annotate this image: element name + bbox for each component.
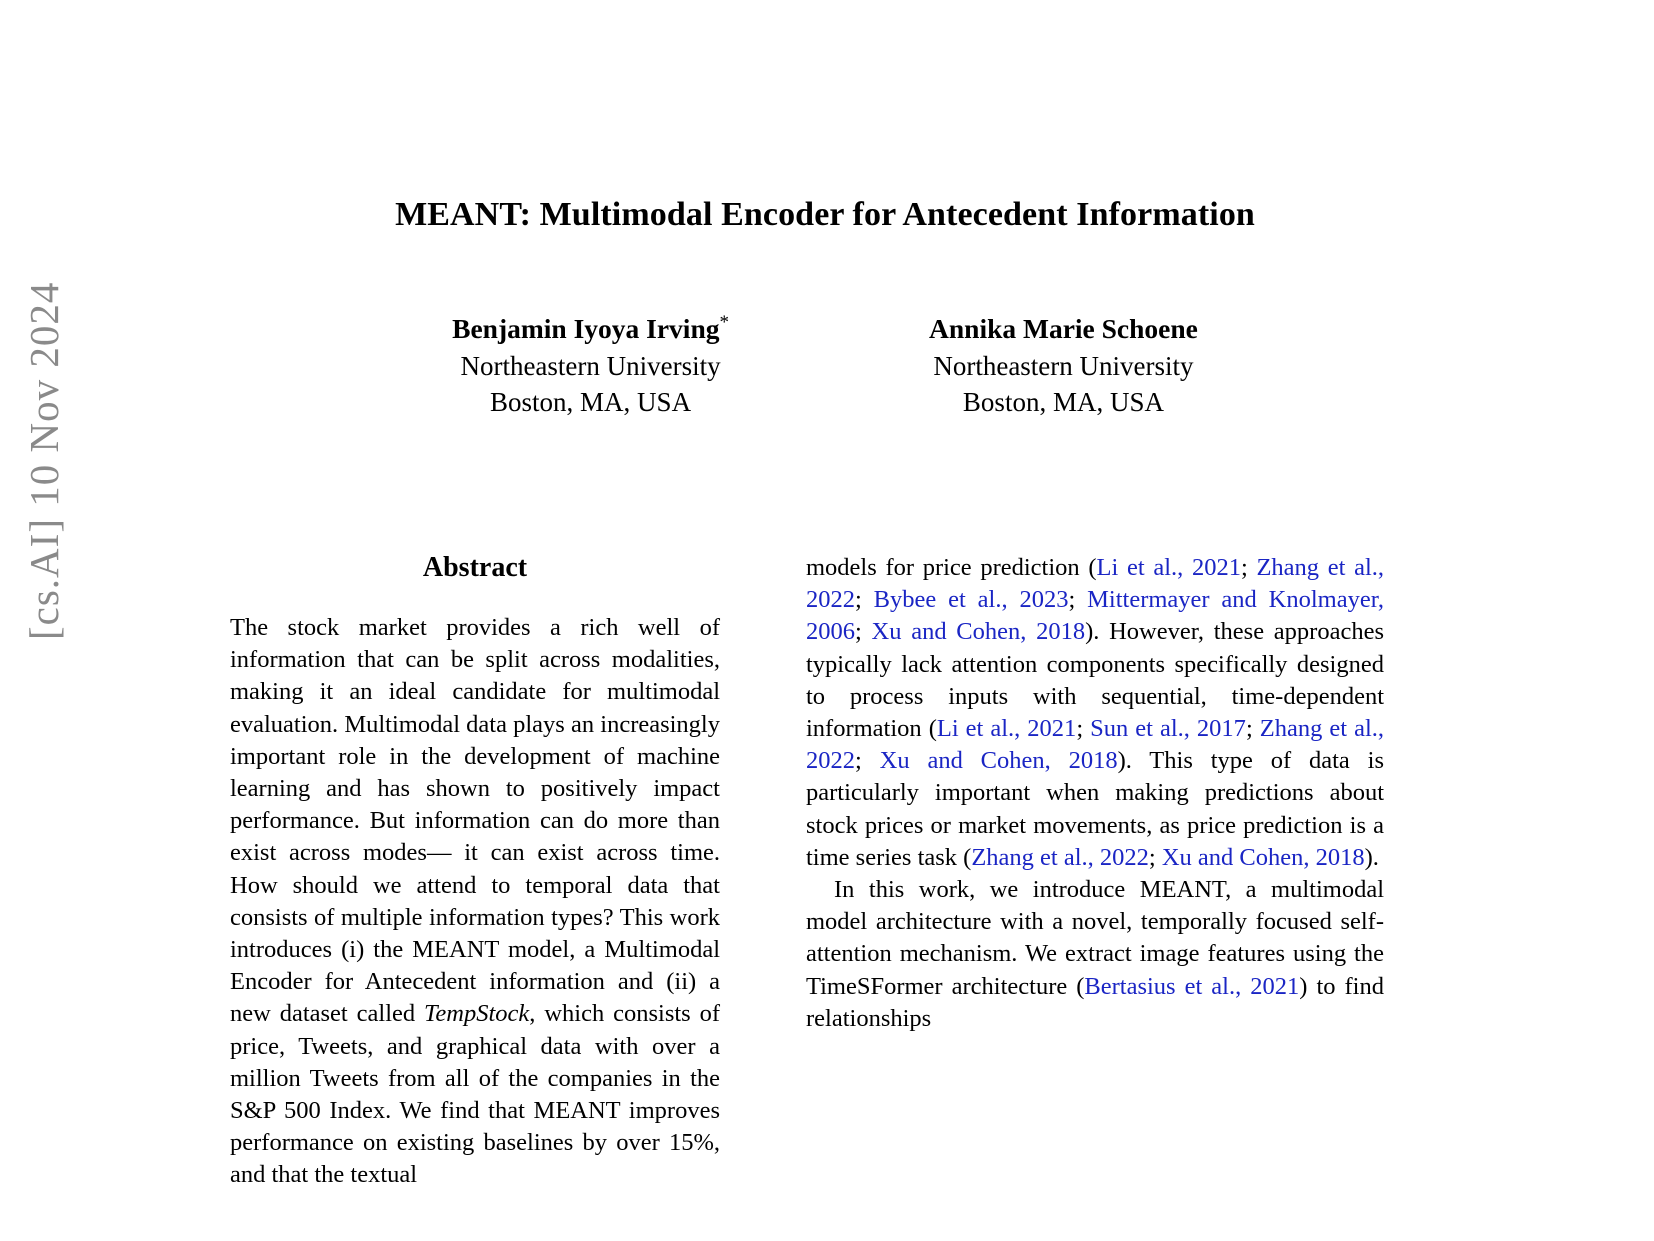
- citation-link[interactable]: Zhang et al., 2022: [806, 554, 1385, 614]
- author-name-text: Annika Marie Schoene: [929, 313, 1198, 345]
- author-name: [929, 310, 1198, 348]
- page-title: MEANT: Multimodal Encoder for Antecedent Information: [395, 196, 1255, 233]
- author-footnote-marker: *: [719, 312, 729, 333]
- intro-paragraph-1: models for price prediction (Li et al., 2021; Zhang et al., 2022; Bybee et al., 2023; Mittermayer and Knolmayer, 2006; Xu and Cohen, 2018). However, these approaches typically lack attention components specifically designed to process inputs with sequential, time-dependent information (Li et al., 2021; Sun et al., 2017; Zhang et al., 2022; Xu and Cohen, 2018). This type of data is particularly important when making predictions about stock prices or market movements, as price prediction is a time series task (Zhang et al., 2022; Xu and Cohen, 2018).: [806, 554, 1385, 871]
- citation-link[interactable]: Zhang et al., 2022: [971, 843, 1149, 871]
- abstract-text: The stock market provides a rich well of information that can be split across modalities, making it an ideal candidate for multimodal evaluation. Multimodal data plays an increasingly important role in the development of machine learning and has shown to positively impact performance. But information can do more than exist across modes— it can exist across time. How should we attend to temporal data that consists of multiple information types? This work introduces (i) the MEANT model, a Multimodal Encoder for Antecedent information and (ii) a new dataset called TempStock, which consists of price, Tweets, and graphical data with over a million Tweets from all of the companies in the S&P 500 Index. We find that MEANT improves performance on existing baselines by over 15%, and that the textual: [230, 614, 721, 1189]
- citation-link[interactable]: Bybee et al., 2023: [873, 586, 1069, 614]
- citation-link[interactable]: Xu and Cohen, 2018: [879, 747, 1118, 775]
- author-affiliation: Northeastern University: [460, 350, 721, 381]
- citation-link[interactable]: Zhang et al., 2022: [806, 715, 1385, 775]
- citation-link[interactable]: Xu and Cohen, 2018: [871, 618, 1086, 646]
- citation-link[interactable]: Li et al., 2021: [1096, 554, 1241, 581]
- citation-link[interactable]: Xu and Cohen, 2018: [1161, 843, 1365, 871]
- citation-link[interactable]: Li et al., 2021: [936, 715, 1077, 743]
- abstract-column: [230, 552, 720, 1192]
- author-affiliation: Northeastern University: [933, 350, 1194, 381]
- author-list: [230, 310, 1420, 421]
- citation-link[interactable]: Bertasius et al., 2021: [1084, 972, 1300, 1000]
- citation-link[interactable]: Mittermayer and Knolmayer, 2006: [806, 586, 1385, 646]
- body-column: [806, 552, 1384, 1035]
- author-name: [452, 310, 729, 348]
- author-block: [929, 310, 1198, 421]
- intro-paragraph-2: In this work, we introduce MEANT, a multimodal model architecture with a novel, temporally focused self-attention mechanism. We extract image features using the TimeSFormer architecture (Bertasius et al., 2021) to find relationships: [806, 876, 1384, 1032]
- author-block: [452, 310, 729, 421]
- arxiv-stamp: [cs.AI] 10 Nov 2024: [21, 281, 67, 640]
- abstract-heading: Abstract: [422, 552, 528, 583]
- dataset-name: TempStock: [424, 1000, 530, 1028]
- author-name-text: Benjamin Iyoya Irving: [452, 313, 720, 345]
- citation-link[interactable]: Sun et al., 2017: [1090, 715, 1246, 743]
- author-location: Boston, MA, USA: [490, 387, 692, 418]
- author-location: Boston, MA, USA: [962, 387, 1164, 418]
